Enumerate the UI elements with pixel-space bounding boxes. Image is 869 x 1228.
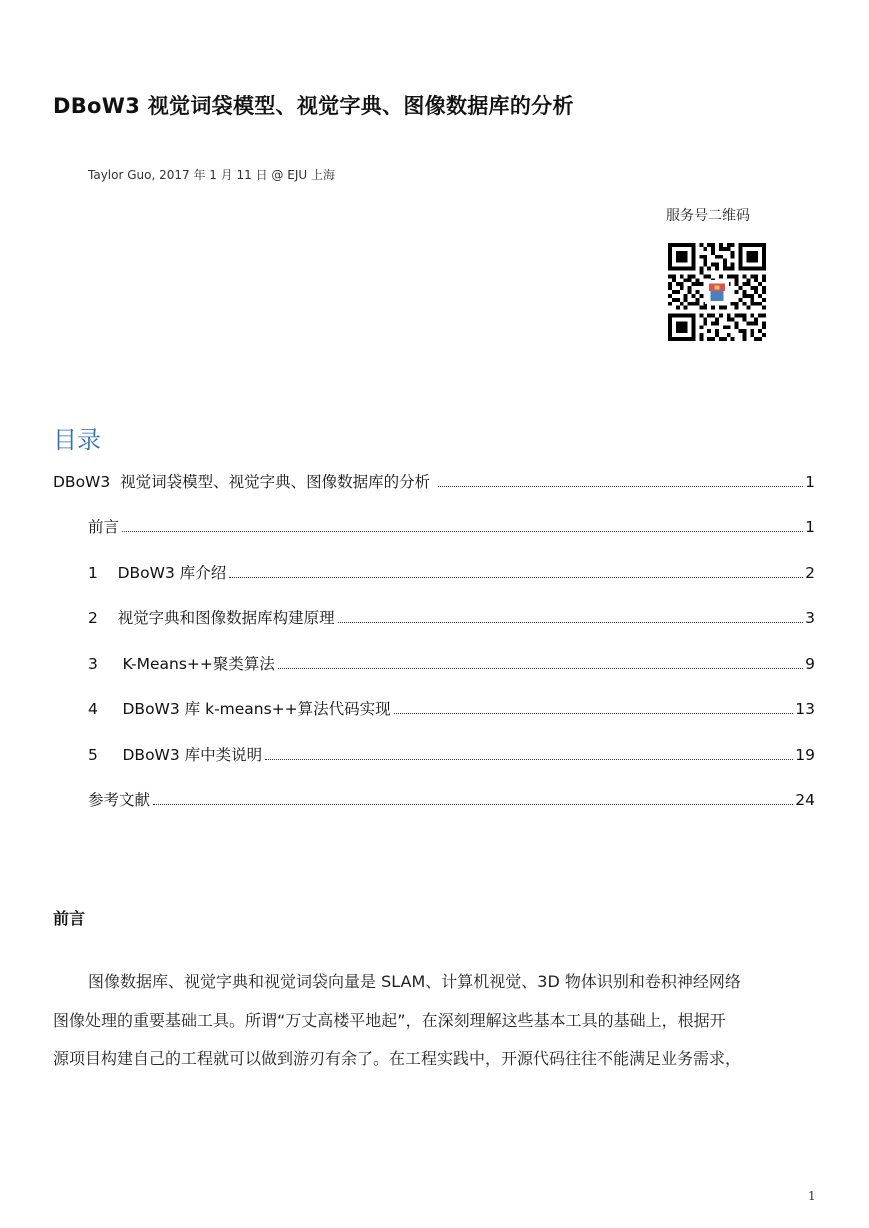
preface-heading: 前言	[53, 909, 86, 928]
toc-leader-dots	[338, 621, 804, 623]
toc-leader-dots	[394, 712, 794, 714]
paragraph-line: 源项目构建自己的工程就可以做到游刃有余了。在工程实践中，开源代码往往不能满足业务需求，	[53, 1049, 742, 1068]
toc-leader-dots	[122, 530, 803, 532]
toc-entry-document-title[interactable]	[53, 470, 815, 492]
toc-entry-section-2[interactable]	[88, 606, 815, 628]
document-title: DBoW3 视觉词袋模型、视觉字典、图像数据库的分析	[53, 94, 574, 118]
paragraph-line: 图像数据库、视觉字典和视觉词袋向量是 SLAM、计算机视觉、3D 物体识别和卷积神经网络	[88, 972, 741, 991]
preface-body	[53, 963, 821, 1079]
qr-code-label: 服务号二维码	[666, 208, 750, 224]
toc-entry-section-1[interactable]	[88, 561, 815, 583]
toc-entry-section-5[interactable]	[88, 743, 815, 765]
toc-entry-page: 9	[805, 655, 815, 673]
toc-entry-label: 4 DBoW3 库 k-means++算法代码实现	[88, 700, 391, 718]
page-number: 1	[808, 1189, 816, 1203]
toc-entry-label: 前言	[88, 518, 120, 536]
toc-entry-page: 1	[805, 473, 815, 491]
toc-entry-label: 3 K-Means++聚类算法	[88, 655, 275, 673]
toc-entry-page: 24	[795, 791, 815, 809]
toc-entry-page: 13	[795, 700, 815, 718]
toc-entry-label: 5 DBoW3 库中类说明	[88, 746, 263, 764]
toc-heading: 目录	[53, 426, 101, 454]
toc-entry-references[interactable]	[88, 788, 815, 810]
toc-leader-dots	[265, 758, 793, 760]
toc-leader-dots	[153, 803, 793, 805]
toc-leader-dots	[438, 485, 803, 487]
toc-entry-label: 1 DBoW3 库介绍	[88, 564, 227, 582]
qr-code-icon	[667, 243, 767, 341]
author-line: Taylor Guo, 2017 年 1 月 11 日 @ EJU 上海	[88, 168, 335, 182]
paragraph-line: 图像处理的重要基础工具。所谓“万丈高楼平地起”，在深刻理解这些基本工具的基础上，根据开	[53, 1010, 726, 1030]
toc-entry-label: DBoW3 视觉词袋模型、视觉字典、图像数据库的分析	[53, 473, 436, 491]
toc-entry-section-3[interactable]	[88, 652, 815, 674]
toc-entry-label: 参考文献	[88, 791, 151, 809]
toc-entry-section-4[interactable]	[88, 697, 815, 719]
toc-leader-dots	[278, 667, 803, 669]
toc-entry-page: 3	[805, 609, 815, 627]
toc-entry-page: 1	[805, 518, 815, 536]
toc-leader-dots	[229, 576, 803, 578]
toc-entry-page: 19	[795, 746, 815, 764]
toc-entry-preface[interactable]	[88, 515, 815, 537]
toc-entry-page: 2	[805, 564, 815, 582]
toc-entry-label: 2 视觉字典和图像数据库构建原理	[88, 609, 335, 627]
